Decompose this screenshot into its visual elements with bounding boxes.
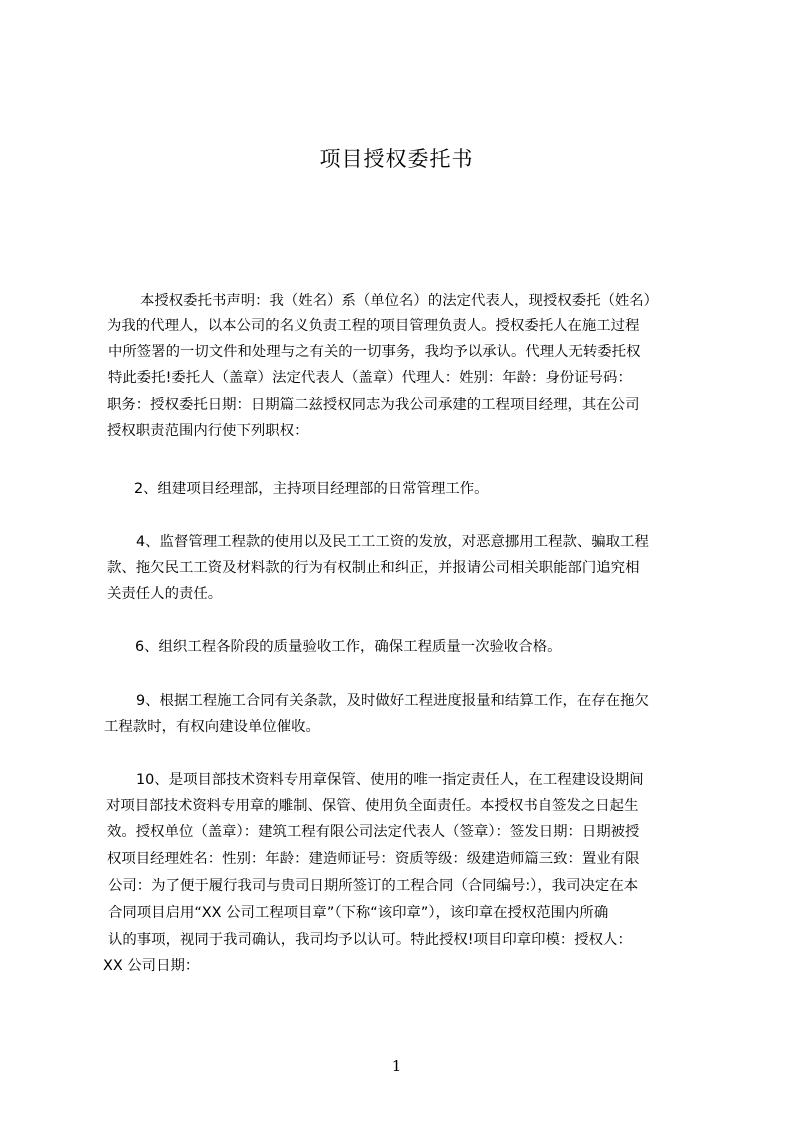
body-line: 本授权委托书声明：我（姓名）系（单位名）的法定代表人，现授权委托（姓名） (140, 293, 659, 309)
body-line: 授权职责范围内行使下列职权： (107, 423, 309, 439)
body-line: 2、组建项目经理部，主持项目经理部的日常管理工作。 (134, 481, 489, 497)
body-line: 权项目经理姓名：性别：年龄：建造师证号：资质等级：级建造师篇三致：置业有限 (107, 851, 640, 867)
body-line: 9、根据工程施工合同有关条款，及时做好工程进度报量和结算工作，在存在拖欠 (136, 693, 649, 709)
body-line: 10、是项目部技术资料专用章保管、使用的唯一指定责任人，在工程建设设期间 (136, 772, 644, 788)
body-line: 4、监督管理工程款的使用以及民工工工资的发放，对恶意挪用工程款、骗取工程 (136, 534, 649, 550)
page-number: 1 (391, 1057, 402, 1075)
document-title: 项目授权委托书 (319, 147, 474, 171)
body-line: 公司：为了便于履行我司与贵司日期所签订的工程合同（合同编号:），我司决定在本 (108, 878, 639, 894)
body-line: 工程款时，有权向建设单位催收。 (104, 719, 320, 735)
body-line: 特此委托!委托人（盖章）法定代表人（盖章）代理人：姓别：年龄：身份证号码： (108, 370, 632, 386)
body-line: 效。授权单位（盖章）：建筑工程有限公司法定代表人（签章）：签发日期：日期被授 (107, 824, 640, 840)
body-line: 合同项目启用“XX 公司工程项目章”（下称“该印章”），该印章在授权范围内所确 (108, 905, 609, 921)
body-line: 关责任人的责任。 (107, 586, 223, 602)
body-line: 中所签署的一切文件和处理与之有关的一切事务，我均予以承认。代理人无转委托权 (108, 344, 641, 360)
body-line: XX 公司日期： (103, 958, 200, 974)
body-line: 对项目部技术资料专用章的雕制、保管、使用负全面责任。本授权书自签发之日起生 (106, 798, 639, 814)
body-line: 认的事项，视同于我司确认，我司均予以认可。特此授权!项目印章印模：授权人： (108, 932, 632, 948)
body-line: 为我的代理人，以本公司的名义负责工程的项目管理负责人。授权委托人在施工过程 (107, 318, 640, 334)
body-line: 职务：授权委托日期：日期篇二兹授权同志为我公司承建的工程项目经理，其在公司 (107, 397, 640, 413)
body-line: 款、拖欠民工工资及材料款的行为有权制止和纠正，并报请公司相关职能部门追究相 (107, 560, 640, 576)
body-line: 6、组织工程各阶段的质量验收工作，确保工程质量一次验收合格。 (135, 639, 562, 655)
